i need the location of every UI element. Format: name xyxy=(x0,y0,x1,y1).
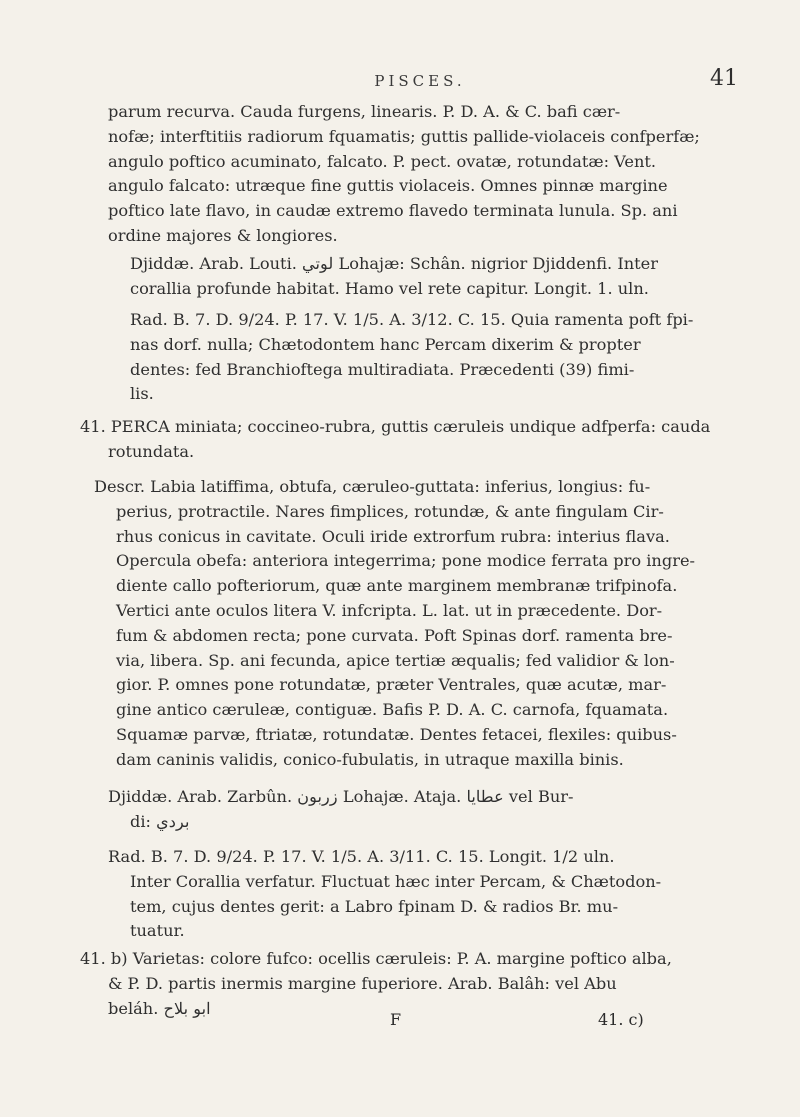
text-line: Djiddæ. Arab. Louti. لوتي Lohajæ: Schân. nigrior Djiddenfi. Inter xyxy=(130,254,658,273)
text-line: nofæ; interftitiis radiorum fquamatis; guttis pallide-violaceis confperfæ; xyxy=(108,126,700,146)
text-line: gine antico cæruleæ, contiguæ. Bafis P. D. A. C. carnofa, fquamata. xyxy=(116,700,669,720)
text-line: angulo poftico acuminato, falcato. P. pect. ovatæ, rotundatæ: Vent. xyxy=(108,151,657,171)
signature-mark: F xyxy=(390,1010,402,1029)
text-line: fum & abdomen recta; pone curvata. Poft Spinas dorf. ramenta bre- xyxy=(116,625,673,645)
text-line: dentes: fed Branchioftega multiradiata. Præcedenti (39) fimi- xyxy=(130,359,635,379)
text-line: 41. PERCA miniata; coccineo-rubra, guttis cæruleis undique adfperfa: cauda xyxy=(80,417,711,436)
text-line: corallia profunde habitat. Hamo vel rete capitur. Longit. 1. uln. xyxy=(130,278,649,298)
text-line: Rad. B. 7. D. 9/24. P. 17. V. 1/5. A. 3/12. C. 15. Quia ramenta poft fpi- xyxy=(130,310,694,329)
text-line: Rad. B. 7. D. 9/24. P. 17. V. 1/5. A. 3/11. C. 15. Longit. 1/2 uln. xyxy=(108,847,615,866)
text-line: tuatur. xyxy=(130,921,185,941)
text-line: tem, cujus dentes gerit: a Labro fpinam D. & radios Br. mu- xyxy=(130,896,619,916)
paragraph-description xyxy=(94,475,774,773)
text-line: perius, protractile. Nares fimplices, rotundæ, & ante fingulam Cir- xyxy=(116,501,664,521)
text-line: di: بردي xyxy=(130,811,190,831)
text-line: poftico late flavo, in caudæ extremo flavedo terminata lunula. Sp. ani xyxy=(108,201,678,221)
text-line: ordine majores & longiores. xyxy=(108,225,338,245)
paragraph-djiddae-zarbun xyxy=(108,785,774,835)
text-line: Opercula obefa: anteriora integerrima; pone modice ferrata pro ingre- xyxy=(116,551,696,571)
text-line: nas dorf. nulla; Chætodontem hanc Percam dixerim & propter xyxy=(130,334,641,354)
paragraph-djiddae-names xyxy=(108,252,774,302)
text-line: parum recurva. Cauda furgens, linearis. P. D. A. & C. bafi cær- xyxy=(108,102,621,121)
catchword: 41. c) xyxy=(598,1010,644,1029)
text-line: dam caninis validis, conico-fubulatis, in utraque maxilla binis. xyxy=(116,749,624,769)
text-line: Descr. Labia latiffima, obtufa, cæruleo-guttata: inferius, longius: fu- xyxy=(94,477,651,496)
page-number: 41 xyxy=(710,66,738,91)
text-line: via, libera. Sp. ani fecunda, apice tertiæ æqualis; fed validior & lon- xyxy=(116,650,675,670)
text-line: rhus conicus in cavitate. Oculi iride extrorfum rubra: interius flava. xyxy=(116,526,670,546)
paragraph-description-end xyxy=(108,100,774,249)
text-line: angulo falcato: utræque fine guttis violaceis. Omnes pinnæ margine xyxy=(108,176,668,196)
text-line: diente callo pofteriorum, quæ ante marginem membranæ trifpinofa. xyxy=(116,576,678,596)
running-title: PISCES. xyxy=(374,72,466,90)
text-line: Inter Corallia verfatur. Fluctuat hæc inter Percam, & Chætodon- xyxy=(130,871,662,891)
text-line: Vertici ante oculos litera V. infcripta. L. lat. ut in præcedente. Dor- xyxy=(116,600,663,620)
paragraph-radii-counts xyxy=(108,308,774,407)
text-line: lis. xyxy=(130,384,154,404)
species-heading-perca-miniata xyxy=(80,415,774,465)
paragraph-varietas xyxy=(80,947,774,1021)
text-line: beláh. ابو بلاح xyxy=(108,998,211,1018)
text-line: Squamæ parvæ, ftriatæ, rotundatæ. Dentes fetacei, flexiles: quibus- xyxy=(116,724,677,744)
text-line: Djiddæ. Arab. Zarbûn. زربون Lohajæ. Ataja. عطايا vel Bur- xyxy=(108,787,574,806)
text-line: & P. D. partis inermis margine fuperiore. Arab. Balâh: vel Abu xyxy=(108,973,617,993)
text-line: rotundata. xyxy=(108,441,195,461)
text-line: gior. P. omnes pone rotundatæ, præter Ventrales, quæ acutæ, mar- xyxy=(116,675,667,695)
text-line: 41. b) Varietas: colore fufco: ocellis cæruleis: P. A. margine poftico alba, xyxy=(80,949,672,968)
paragraph-radii-counts-2 xyxy=(108,845,774,944)
